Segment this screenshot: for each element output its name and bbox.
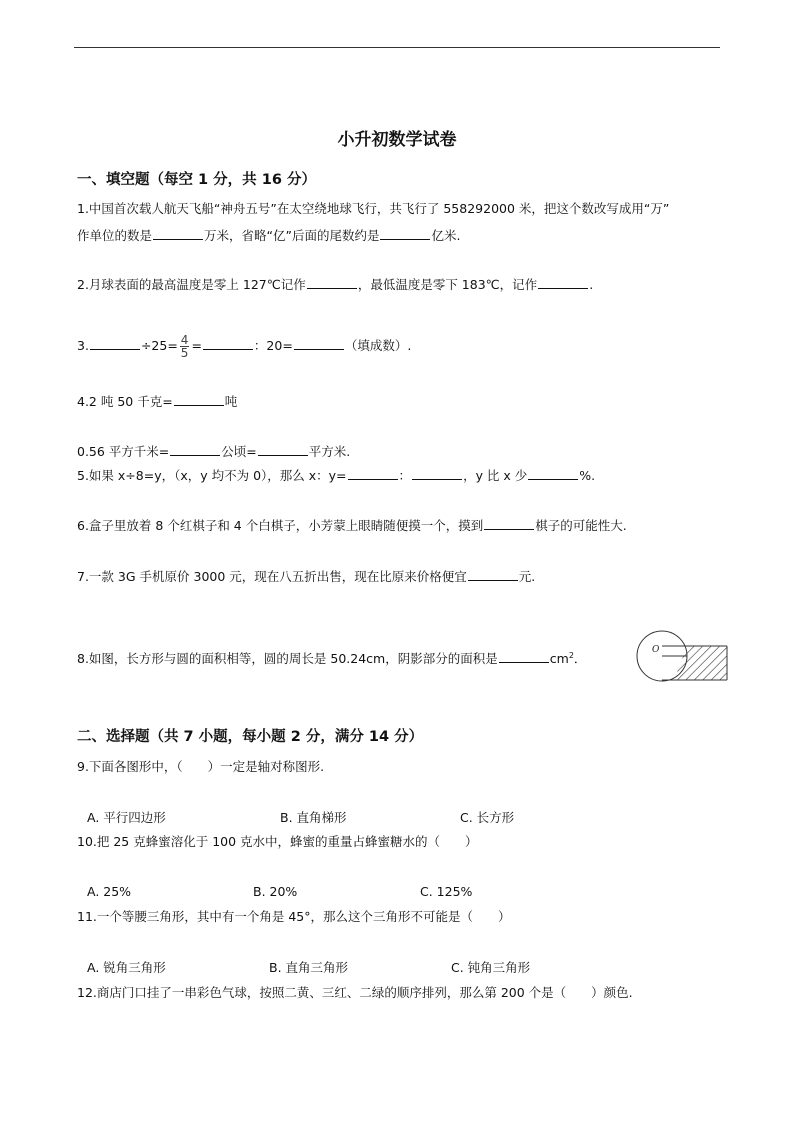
page-title: 小升初数学试卷 [337, 130, 457, 150]
option-b[interactable]: B. 20% [253, 884, 298, 899]
option-a[interactable]: A. 锐角三角形 [87, 960, 166, 975]
question-12: 12.商店门口挂了一串彩色气球，按照二黄、三红、二绿的顺序排列，那么第 200 个是（ ）颜色. [77, 985, 633, 1000]
circle-rectangle-figure [633, 622, 729, 688]
question-2: 2.月球表面的最高温度是零上 127℃记作 ，最低温度是零下 183℃，记作 . [77, 277, 594, 292]
answer-blank[interactable] [348, 467, 398, 480]
section-heading-fill-blank: 一、填空题（每空 1 分，共 16 分） [77, 172, 316, 188]
option-a[interactable]: A. 25% [87, 884, 132, 899]
answer-blank[interactable] [468, 568, 518, 581]
answer-blank[interactable] [307, 276, 357, 289]
option-c[interactable]: C. 长方形 [460, 810, 515, 825]
option-b[interactable]: B. 直角梯形 [280, 810, 347, 825]
option-c[interactable]: C. 125% [420, 884, 473, 899]
option-a[interactable]: A. 平行四边形 [87, 810, 166, 825]
question-9: 9.下面各图形中，（ ）一定是轴对称图形. [77, 759, 325, 774]
shaded-region [674, 646, 727, 680]
answer-blank[interactable] [90, 337, 140, 350]
question-1-line-1: 1.中国首次载人航天飞船“神舟五号”在太空绕地球飞行，共飞行了 558292000 米，把这个数改写成用“万” [77, 201, 670, 216]
question-6: 6.盒子里放着 8 个红棋子和 4 个白棋子，小芳蒙上眼睛随便摸一个，摸到 棋子的可能性大. [77, 518, 627, 533]
question-7: 7.一款 3G 手机原价 3000 元，现在八五折出售，现在比原来价格便宜 元. [77, 569, 536, 584]
header-rule [74, 47, 720, 48]
answer-blank[interactable] [412, 467, 462, 480]
option-b[interactable]: B. 直角三角形 [269, 960, 349, 975]
question-1-line-2: 作单位的数是 万米，省略“亿”后面的尾数约是 亿米. [77, 228, 461, 243]
center-label: O [652, 645, 660, 655]
question-8: 8.如图，长方形与圆的面积相等，圆的周长是 50.24cm，阴影部分的面积是 $cm^2$． [77, 651, 587, 667]
answer-blank[interactable] [174, 393, 224, 406]
question-5: 5.如果 x÷8=y，（x，y 均不为 0），那么 x：y= ： ，y 比 x 少 %. [77, 468, 596, 483]
answer-blank[interactable] [484, 517, 534, 530]
answer-blank[interactable] [380, 227, 430, 240]
question-4: 4.2 吨 50 千克= 吨 [77, 394, 238, 409]
question-11: 11.一个等腰三角形，其中有一个角是 45°，那么这个三角形不可能是（ ） [77, 909, 511, 924]
answer-blank[interactable] [170, 443, 220, 456]
question-10: 10.把 25 克蜂蜜溶化于 100 克水中，蜂蜜的重量占蜂蜜糖水的（ ） [77, 834, 478, 849]
answer-blank[interactable] [538, 276, 588, 289]
question-4-part-2: 0.56 平方千米= 公顷= 平方米. [77, 444, 351, 459]
answer-blank[interactable] [294, 337, 344, 350]
answer-blank[interactable] [499, 650, 549, 663]
answer-blank[interactable] [153, 227, 203, 240]
answer-blank[interactable] [528, 467, 578, 480]
fraction: $\frac{4}{5}$ [180, 333, 189, 360]
answer-blank[interactable] [203, 337, 253, 350]
option-c[interactable]: C. 钝角三角形 [451, 960, 531, 975]
answer-blank[interactable] [258, 443, 308, 456]
section-heading-multiple-choice: 二、选择题（共 7 小题，每小题 2 分，满分 14 分） [77, 729, 424, 745]
question-3: 3. ÷25= $\frac{4}{5}$ = ：20= （填成数）. [77, 333, 412, 360]
